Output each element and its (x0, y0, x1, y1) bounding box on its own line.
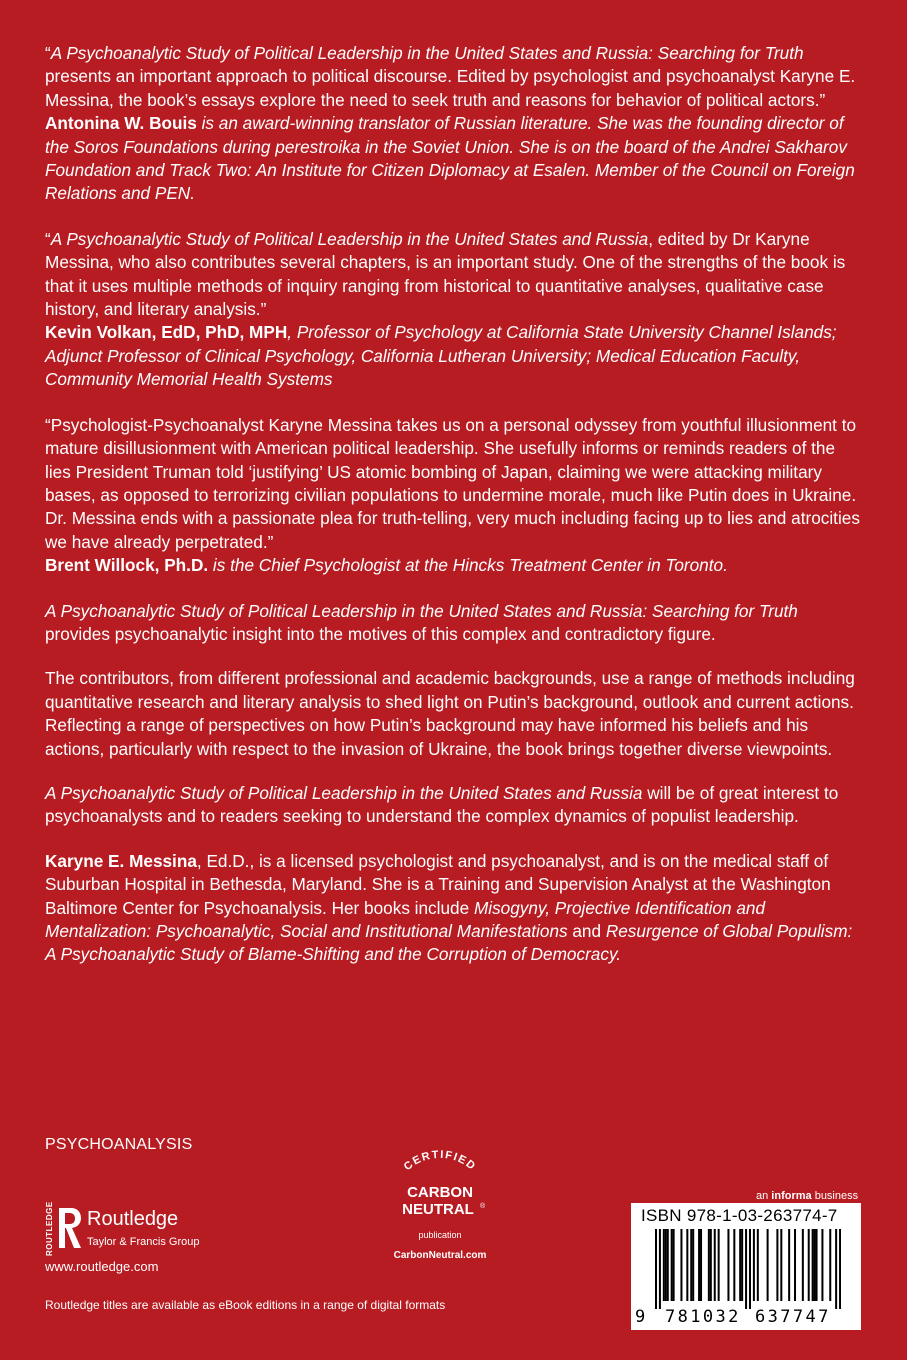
subject-category: PSYCHOANALYSIS (45, 1136, 193, 1153)
barcode-bar (714, 1229, 716, 1301)
carbon-neutral-logo (384, 1148, 496, 1232)
description-paragraph-2: The contributors, from different professional and academic backgrounds, use a range of methods including quantitative research and literary analysis to shed light on Putin’s background, outlook and current actions. Reflecting a range of perspectives on how Putin’s background may have informed his beliefs and his actions, particularly with respect to the invasion of Ukraine, the book brings together diverse viewpoints. (45, 668, 855, 759)
barcode-bar (776, 1229, 778, 1301)
barcode-bar (686, 1229, 688, 1301)
barcode-bar (808, 1229, 810, 1301)
barcode-bar (788, 1229, 790, 1301)
barcode-bar (727, 1229, 729, 1301)
barcode-bar (718, 1229, 720, 1301)
barcode-bar (665, 1229, 667, 1301)
book-title-ref: A Psychoanalytic Study of Political Leadership in the United States and Russia: Searching for Truth (50, 43, 804, 63)
barcode-bar (829, 1229, 831, 1301)
barcode-bar (700, 1229, 702, 1301)
author-book-title: Resurgence of Global Populism: A Psychoanalytic Study of Blame-Shifting and the Corruption of Democracy. (45, 921, 853, 965)
barcode-bar (745, 1229, 747, 1309)
endorsement-2 (45, 228, 865, 392)
barcode-bar (663, 1229, 665, 1301)
endorsement-quote: “A Psychoanalytic Study of Political Leadership in the United States and Russia, edited by Dr Karyne Messina, who also contributes several chapters, is an important study. One of the strengths of the book is that it uses multiple methods of inquiry ranging from historical to quantitative analyses, qualitative case history, and literary analysis.” (45, 228, 846, 320)
barcode-bar (680, 1229, 682, 1301)
barcode-bar (667, 1229, 669, 1301)
barcode-bar (821, 1229, 823, 1301)
informa-tagline: an informa business (756, 1190, 859, 1202)
endorser-name: Brent Willock, Ph.D. (45, 555, 209, 576)
barcode-bar (673, 1229, 675, 1301)
carbon-line2: NEUTRAL (402, 1201, 474, 1218)
book-title-ref: A Psychoanalytic Study of Political Leadership in the United States and Russia (50, 228, 649, 249)
isbn-number: ISBN 978-1-03-263774-7 (641, 1206, 838, 1225)
publisher-vertical-text: ROUTLEDGE (45, 1201, 54, 1256)
barcode-bar (812, 1229, 814, 1301)
book-title-ref: A Psychoanalytic Study of Political Leadership in the United States and Russia: Searching for Truth (45, 600, 798, 621)
endorser-affiliation: is an award-winning translator of Russian literature. She was the founding director of the Soros Foundations during perestroika in the Soviet Union. She is on the board of the Andrei Sakharov Foundation and Track Two: An Institute for Citizen Diplomacy at Esalen. Member of the Council on Foreign Relations and PEN. (45, 113, 855, 204)
barcode-bar (671, 1229, 673, 1301)
barcode-bar (708, 1229, 710, 1301)
carbon-certified-text: CERTIFIED (401, 1148, 479, 1174)
isbn-barcode: ISBN 978-1-03-263774-7 9 781032 637747 (631, 1203, 861, 1330)
barcode-bars (655, 1229, 841, 1309)
barcode-bar (655, 1229, 657, 1309)
barcode-bar (757, 1229, 759, 1301)
routledge-r-icon (57, 1206, 83, 1250)
barcode-bar (733, 1229, 735, 1301)
carbon-url[interactable]: CarbonNeutral.com (393, 1250, 487, 1261)
barcode-bar (794, 1229, 796, 1301)
author-book-title: Misogyny, Projective Identification and Mentalization: Psychoanalytic, Social and Institutional Manifestations (45, 897, 765, 941)
endorser-affiliation: is the Chief Psychologist at the Hincks Treatment Center in Toronto. (208, 555, 728, 576)
endorsement-3 (45, 414, 865, 578)
barcode-bar (780, 1229, 782, 1301)
barcode-bar (816, 1229, 818, 1301)
barcode-bar (739, 1229, 741, 1301)
endorsement-1 (45, 42, 865, 206)
publisher-name: Routledge (87, 1208, 179, 1230)
barcode-bar (659, 1229, 661, 1309)
ebook-note: Routledge titles are available as eBook editions in a range of digital formats (45, 1298, 446, 1312)
endorser-affiliation: , Professor of Psychology at California State University Channel Islands; Adjunct Professor of Clinical Psychology, California Lutheran University; Medical Education Faculty, Community Memorial Health Systems (45, 322, 837, 390)
back-cover-text (45, 42, 865, 988)
author-bio: Karyne E. Messina, Ed.D., is a licensed psychologist and psychoanalyst, and is on the medical staff of Suburban Hospital in Bethesda, Maryland. She is a Training and Supervision Analyst at the Washington Baltimore Center for Psychoanalysis. Her books include Misogyny, Projective Identification and Mentalization: Psychoanalytic, Social and Institutional Manifestations and Resurgence of Global Populism: A Psychoanalytic Study of Blame-Shifting and the Corruption of Democracy. (45, 850, 853, 965)
barcode-bar (802, 1229, 804, 1301)
barcode-bar (741, 1229, 743, 1301)
endorsement-quote: “Psychologist-Psychoanalyst Karyne Messina takes us on a personal odyssey from youthful illusionment to mature disillusionment with American political leadership. She usefully informs or reminds readers of the lies President Truman told ‘justifying’ US atomic bombing of Japan, claiming we were attacking military bases, as opposed to terrorizing civilian populations to undermine morale, much like Putin does in Ukraine. Dr. Messina ends with a passionate plea for truth-telling, very much including facing up to lies and atrocities we have already perpetrated.” (45, 414, 860, 552)
barcode-bar (753, 1229, 755, 1301)
barcode-bar (710, 1229, 712, 1301)
publisher-group: Taylor & Francis Group (87, 1236, 200, 1248)
carbon-line1: CARBON (407, 1184, 473, 1201)
description-paragraph-1: A Psychoanalytic Study of Political Leadership in the United States and Russia: Searching for Truth provides psychoanalytic insight into the motives of this complex and contradictory figure. (45, 600, 798, 644)
endorser-name: Kevin Volkan, EdD, PhD, MPH (45, 322, 288, 343)
book-title-ref: A Psychoanalytic Study of Political Leadership in the United States and Russia (45, 782, 643, 803)
barcode-bar (749, 1229, 751, 1309)
barcode-bar (835, 1229, 837, 1309)
carbon-registered: ® (480, 1203, 486, 1210)
barcode-bar (692, 1229, 694, 1301)
barcode-bar (698, 1229, 700, 1301)
barcode-bar (690, 1229, 692, 1301)
barcode-bar (839, 1229, 841, 1309)
endorser-name: Antonina W. Bouis (45, 113, 197, 134)
barcode-bar (767, 1229, 769, 1301)
carbon-publication: publication (418, 1230, 462, 1240)
carbon-neutral-badge (384, 1148, 496, 1270)
publisher-url[interactable]: www.routledge.com (45, 1259, 159, 1274)
endorsement-quote: “A Psychoanalytic Study of Political Leadership in the United States and Russia: Searching for Truth presents an important approach to political discourse. Edited by psychologist and psychoanalyst Karyne E. Messina, the book’s essays explore the need to seek truth and reasons for behavior of political actors.” (45, 43, 856, 110)
description-paragraph-3: A Psychoanalytic Study of Political Leadership in the United States and Russia will be of great interest to psychoanalysts and to readers seeking to understand the complex dynamics of populist leadership. (45, 782, 839, 827)
author-name: Karyne E. Messina (45, 850, 197, 871)
barcode-bar (814, 1229, 816, 1301)
